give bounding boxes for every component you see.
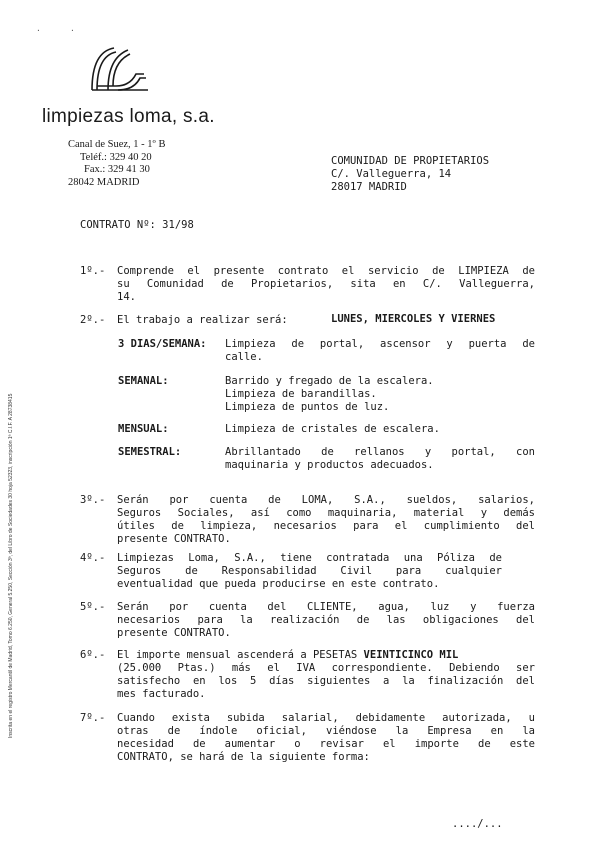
clause-6 [117, 649, 535, 701]
recipient-line: C/. Valleguerra, 14 [331, 168, 452, 180]
weekly-tasks [225, 375, 525, 414]
clause-number: 3º.- [80, 494, 106, 506]
clause-line: 14. [117, 291, 136, 303]
clause-number: 1º.- [80, 265, 106, 277]
task-line: calle. [225, 351, 263, 363]
clause-line: Comprende el presente contrato el servicio de LIMPIEZA de [117, 265, 535, 277]
task-line: Limpieza de portal, ascensor y puerta de [225, 338, 535, 350]
clause-number: 4º.- [80, 552, 106, 564]
clause-line: su Comunidad de Propietarios, sita en C/. Valleguerra, [117, 278, 535, 290]
clause-line: Seguros Sociales, así como maquinaria, material y demás [117, 507, 535, 519]
clause-line: Limpiezas Loma, S.A., tiene contratada una Póliza de [117, 552, 502, 564]
clause-line: eventualidad que pueda producirse en este contrato. [117, 578, 440, 590]
clause-4 [117, 552, 502, 591]
task-line: Limpieza de cristales de escalera. [225, 423, 440, 435]
clause-line: CONTRATO, se hará de la siguiente forma: [117, 751, 370, 763]
clause-7 [117, 712, 535, 764]
clause-line: (25.000 Ptas.) más el IVA correspondiente. Debiendo ser [117, 662, 535, 674]
service-days: LUNES, MIERCOLES Y VIERNES [331, 313, 496, 325]
clause-5 [117, 601, 535, 640]
monthly-label: MENSUAL: [118, 423, 169, 435]
clause-text: El importe mensual ascenderá a PESETAS [117, 649, 364, 661]
recipient-address [331, 155, 489, 194]
registry-note: Inscrita en el registro Mercantil de Madrid, Tomo 6.250, General 5.250, Sección 3ª, del Libro de Sociedades 30 hoja 52323, inscripción 1ª C.I.F. A 28738415 [8, 393, 14, 738]
company-name: limpiezas loma, s.a. [42, 106, 215, 127]
ll-logo-icon [88, 44, 150, 98]
clause-line: Cuando exista subida salarial, debidamente autorizada, u [117, 712, 535, 724]
clause-number: 6º.- [80, 649, 106, 661]
clause-number: 5º.- [80, 601, 106, 613]
scan-mark: · [36, 26, 41, 35]
clause-number: 7º.- [80, 712, 106, 724]
semester-tasks [225, 446, 535, 472]
clause-line: necesidad de aumentar o revisar el importe de este [117, 738, 535, 750]
clause-number: 2º.- [80, 314, 106, 326]
clause-line: útiles de limpieza, necesarios para el cumplimiento del [117, 520, 535, 532]
recipient-line: 28017 MADRID [331, 181, 407, 193]
clause-line: presente CONTRATO. [117, 627, 231, 639]
monthly-tasks [225, 423, 525, 436]
three-days-tasks [225, 338, 535, 364]
contract-number: CONTRATO Nº: 31/98 [80, 219, 194, 231]
city-line: 28042 MADRID [68, 176, 140, 188]
clause-line: presente CONTRATO. [117, 533, 231, 545]
scan-mark: · [70, 26, 75, 35]
clause-line: otras de índole oficial, viéndose la Empresa en la [117, 725, 535, 737]
clause-line: Seguros de Responsabilidad Civil para cualquier [117, 565, 502, 577]
weekly-label: SEMANAL: [118, 375, 169, 387]
clause-line: mes facturado. [117, 688, 206, 700]
three-days-label: 3 DIAS/SEMANA: [118, 338, 207, 350]
amount-words: VEINTICINCO MIL [363, 649, 459, 661]
recipient-line: COMUNIDAD DE PROPIETARIOS [331, 155, 490, 167]
clause-line [117, 649, 535, 662]
semester-label: SEMESTRAL: [118, 446, 182, 458]
task-line: Limpieza de barandillas. [225, 388, 377, 400]
clause-2-text: El trabajo a realizar será: [117, 314, 288, 326]
clause-line: necesarios para la realización de las obligaciones del [117, 614, 535, 626]
task-line: Limpieza de puntos de luz. [225, 401, 390, 413]
task-line: Abrillantado de rellanos y portal, con [225, 446, 535, 458]
clause-line: Serán por cuenta de LOMA, S.A., sueldos, salarios, [117, 494, 535, 506]
address-line: Canal de Suez, 1 - 1º B [68, 139, 166, 150]
task-line: Barrido y fregado de la escalera. [225, 375, 434, 387]
company-address [68, 139, 165, 189]
fax-line: Fax.: 329 41 30 [84, 164, 150, 175]
clause-3 [117, 494, 535, 546]
clause-1 [117, 265, 535, 304]
clause-line: Serán por cuenta del CLIENTE, agua, luz y fuerza [117, 601, 535, 613]
clause-line: satisfecho en los 5 días siguientes a la finalización del [117, 675, 535, 687]
task-line: maquinaria y productos adecuados. [225, 459, 434, 471]
page-continuation: ..../... [452, 818, 503, 830]
phone-line: Teléf.: 329 40 20 [80, 151, 152, 163]
